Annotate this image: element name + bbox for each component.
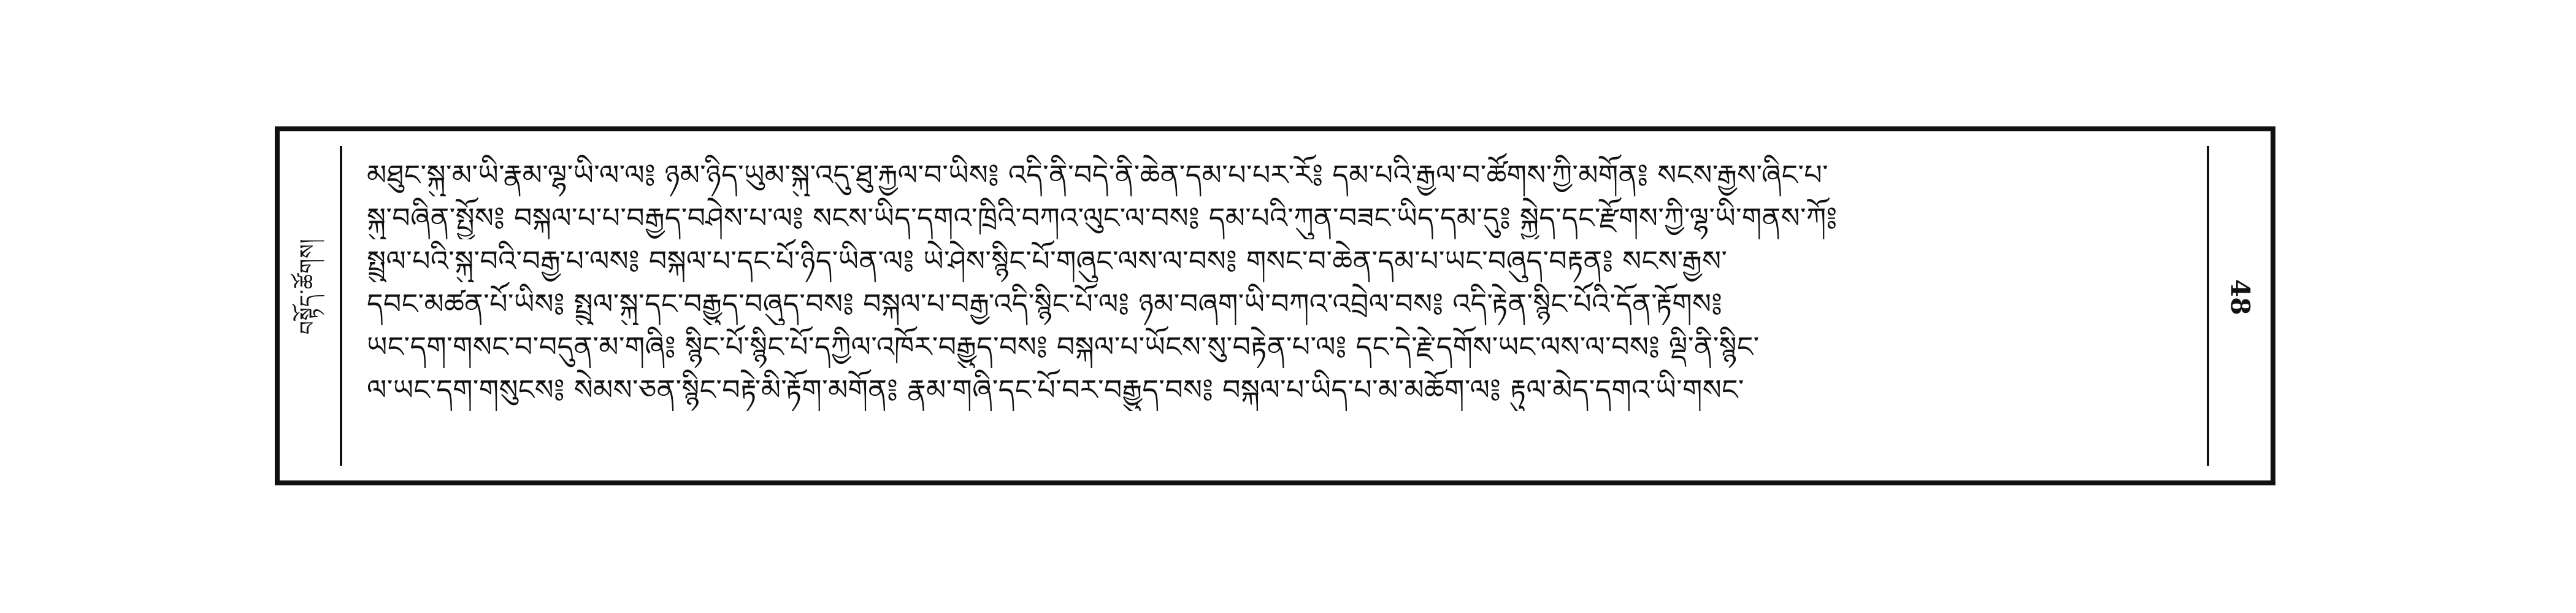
page-number: 48 <box>2225 279 2255 315</box>
folio-inner-frame <box>340 146 2209 466</box>
folio-outer-frame <box>275 126 2275 485</box>
text-line-2: སྐུ་བཞིན་སྤྱོས༔ བསྐལ་པ་པ་བརྒྱད་བཤེས་པ་ལ༔ སངས་ཡིད་དགའ་ཁྲིའི་བཀའ་ལུང་ལ་བས༔ དམ་པའི་ཀུན་བཟང་ཡིད་དམ་དུ༔ སྐྱེད་དང་རྫོགས་ཀྱི་ལྷ་ཡི་གནས་ཀོ༔ <box>367 201 1838 234</box>
text-line-4: དབང་མཚན་པོ་ཡིས༔ སྤྲུལ་སྐུ་དང་བརྒྱུད་བཞུད་བས༔ བསྐལ་པ་བརྒྱ་འདི་སྙིང་པོ་ལ༔ ཉམ་བཞག་ཡི་བཀའ་འབྲེལ་བས༔ འདི་རྟེན་སྙིང་པོའི་དོན་རྟོགས༔ <box>367 287 1723 320</box>
text-line-3: སྤྲུལ་པའི་སྐུ་བའི་བརྒྱ་པ་ལས༔ བསྐལ་པ་དང་པོ་ཉིད་ཡིན་ལ༔ ཡེ་ཤེས་སྙིང་པོ་གཞུང་ལས་ལ་བས༔ གསང་བ་ཆེན་དམ་པ་ཡང་བཞུད་བརྟན༔ སངས་རྒྱས་ <box>367 244 1728 277</box>
tibetan-text-block <box>367 153 2182 458</box>
text-line-5: ཡང་དག་གསང་བ་བདུན་མ་གཞི༔ སྙིང་པོ་སྙིང་པོ་དཀྱིལ་འཁོར་བརྒྱུད་བས༔ བསྐལ་པ་ཡོངས་སུ་བརྟེན་པ་ལ༔ དང་དེ་རྗེ་དགོས་ཡང་ལས་ལ་བས༔ ལྡི་ནི་སྙིང་ <box>367 330 1760 363</box>
left-margin-title: བསྟོད་ཚོགས། <box>296 238 320 335</box>
text-line-1: མཐུང་སྐུ་མ་ཡི་རྣམ་ལྷ་ཡི་ལ་ལ༔ ཉམ་ཉིད་ཡུམ་སྐུ་འདུ་ཐུ་རྐྱལ་བ་ཡིས༔ འདི་ནི་བདེ་ནི་ཆེན་དམ་པ་པར་རོ༔ དམ་པའི་རྒྱལ་བ་ཚོགས་ཀྱི་མགོན༔ སངས་རྒྱས་ཞིང་པ་ <box>367 158 1829 191</box>
text-line-6: ལ་ཡང་དག་གསུངས༔ སེམས་ཅན་སྙིང་བརྟེ་མི་རྟོག་མགོན༔ རྣམ་གཞི་དང་པོ་བར་བརྒྱུད་བས༔ བསྐལ་པ་ཡིད་པ་མ་མཆོག་ལ༔ རྟུལ་མེད་དགའ་ཡི་གསང་ <box>367 373 1744 406</box>
